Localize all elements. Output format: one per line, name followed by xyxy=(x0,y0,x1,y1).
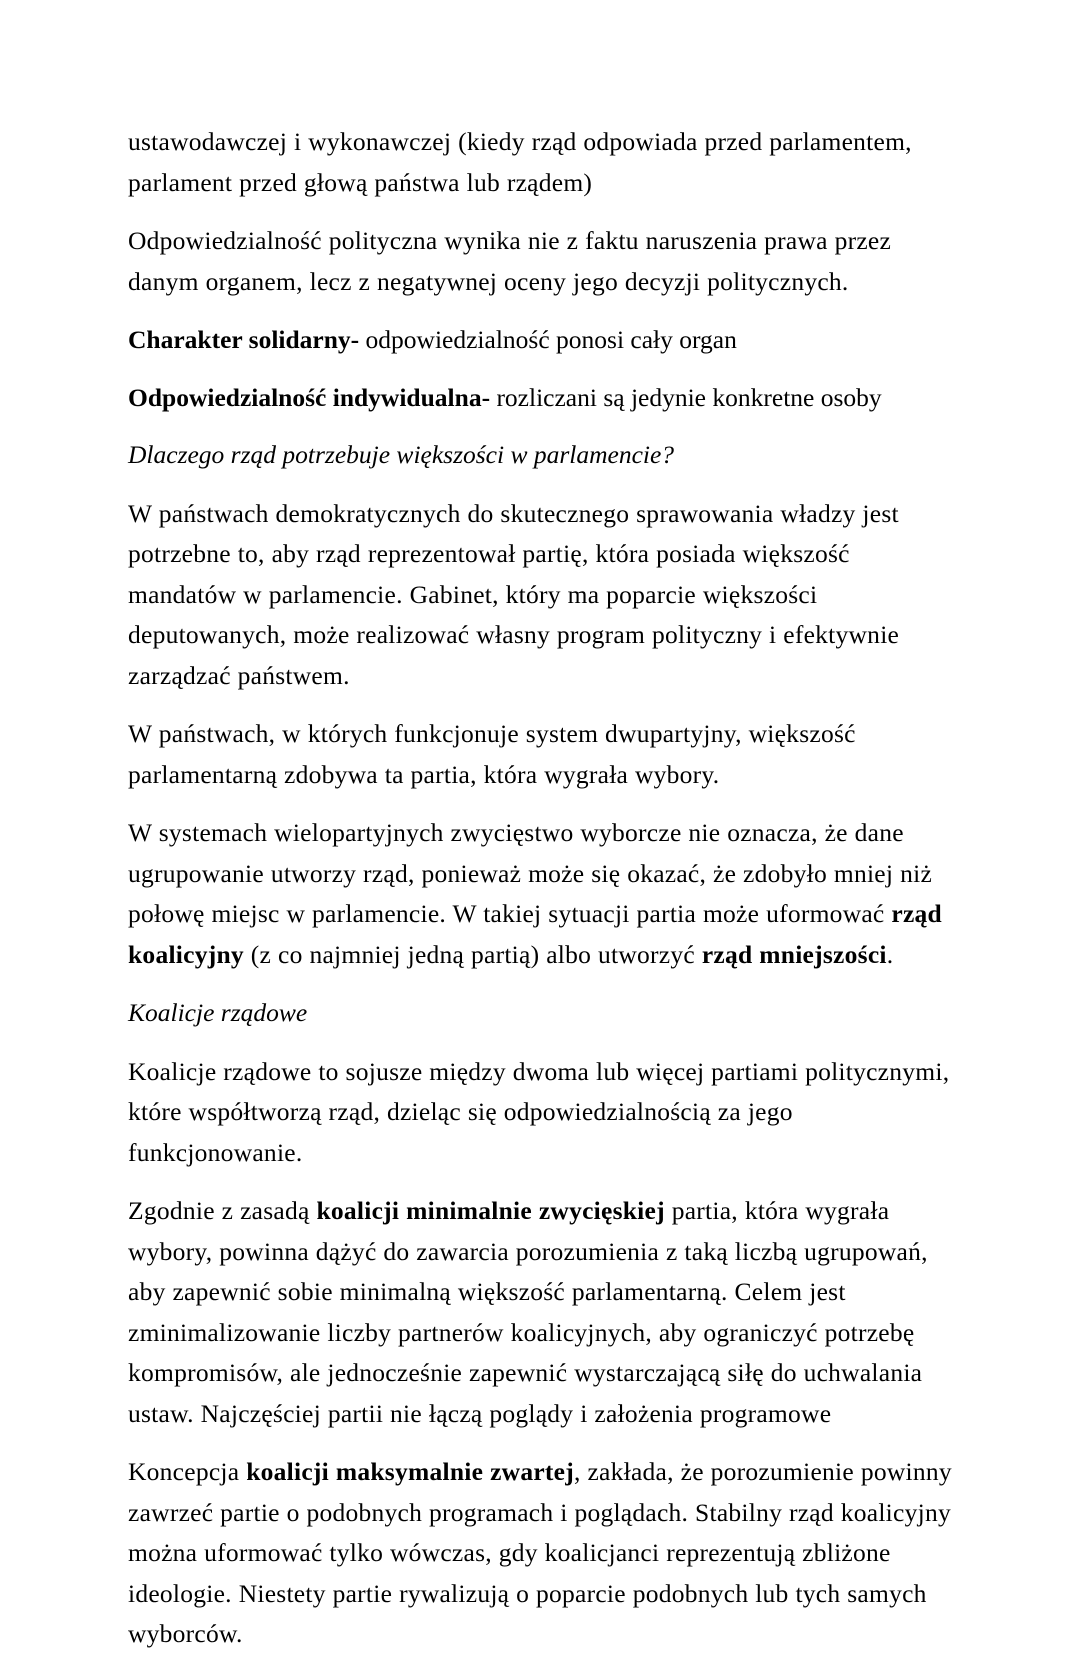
heading-charakter-solidarny-lead: Charakter solidarny- xyxy=(128,325,360,354)
document-body xyxy=(128,122,952,1655)
heading-odpowiedzialnosc-indywidualna-lead: Odpowiedzialność indywidualna- xyxy=(128,382,491,412)
heading-odpowiedzialnosc-indywidualna xyxy=(128,378,952,419)
heading-odpowiedzialnosc-indywidualna-rest: rozliczani są jedynie konkretne osoby xyxy=(490,382,882,412)
paragraph-odpowiedzialnosc-polityczna: Odpowiedzialność polityczna wynika nie z faktu naruszenia prawa przez danym organem, lecz z negatywnej oceny jego decyzji politycznych. xyxy=(128,226,892,296)
text-run-1: koalicji maksymalnie zwartej xyxy=(246,1457,574,1486)
text-run-0: Koncepcja xyxy=(128,1457,247,1486)
text-run-1: rząd koalicyjny xyxy=(128,899,942,969)
paragraph-koalicja-minimalnie-zwycieska xyxy=(128,1191,952,1434)
paragraph-koalicja-maksymalnie-zwarta xyxy=(128,1452,952,1655)
text-run-4: . xyxy=(886,939,894,969)
paragraph-ustawodawczej: ustawodawczej i wykonawczej (kiedy rząd odpowiada przed parlamentem, parlament przed głową państwa lub rządem) xyxy=(128,127,912,197)
text-run-0: Zgodnie z zasadą xyxy=(128,1196,317,1225)
text-run-3: rząd mniejszości xyxy=(701,939,887,969)
paragraph-systemy-wielopartyjne xyxy=(128,813,952,975)
paragraph-panstwa-demokratyczne: W państwach demokratycznych do skutecznego sprawowania władzy jest potrzebne to, aby rząd reprezentował partię, która posiada większość mandatów w parlamencie. Gabinet, który ma poparcie większości deputowanych, może realizować własny program polityczny i efektywnie zarządzać państwem. xyxy=(128,498,900,690)
heading-dlaczego-rzad-potrzebuje: Dlaczego rząd potrzebuje większości w parlamencie? xyxy=(128,440,675,469)
heading-koalicje-rzadowe: Koalicje rządowe xyxy=(128,998,308,1027)
text-run-2: partia, która wygrała wybory, powinna dążyć do zawarcia porozumienia z taką liczbą ugrupowań, aby zapewnić sobie minimalną większość parlamentarną. Celem jest zminimalizowanie liczby partnerów koalicyjnych, aby ograniczyć potrzebę kompromisów, ale jednocześnie zapewnić wystarczającą siłę do uchwalania ustaw. Najczęściej partii nie łączą poglądy i założenia programowe xyxy=(128,1196,928,1428)
text-run-1: koalicji minimalnie zwycięskiej xyxy=(316,1196,665,1225)
paragraph-system-dwupartyjny: W państwach, w których funkcjonuje system dwupartyjny, większość parlamentarną zdobywa ta partia, która wygrała wybory. xyxy=(128,719,856,789)
heading-charakter-solidarny xyxy=(128,320,952,361)
heading-charakter-solidarny-rest: odpowiedzialność ponosi cały organ xyxy=(359,325,737,354)
text-run-0: W systemach wielopartyjnych zwycięstwo wyborcze nie oznacza, że dane ugrupowanie utworzy rząd, ponieważ może się okazać, że zdobyło mniej niż połowę miejsc w parlamencie. W takiej sytuacji partia może uformować xyxy=(128,818,933,928)
text-run-2: (z co najmniej jedną partią) albo utworzyć xyxy=(243,939,702,969)
paragraph-koalicje-rzadowe-definicja: Koalicje rządowe to sojusze między dwoma lub więcej partiami politycznymi, które współtworzą rząd, dzieląc się odpowiedzialnością za jego funkcjonowanie. xyxy=(128,1056,950,1167)
text-run-2: , zakłada, że porozumienie powinny zawrzeć partie o podobnych programach i poglądach. Stabilny rząd koalicyjny można uformować tylko wówczas, gdy koalicjanci reprezentują zbliżone ideologie. Niestety partie rywalizują o poparcie podobnych lub tych samych wyborców. xyxy=(128,1457,952,1648)
